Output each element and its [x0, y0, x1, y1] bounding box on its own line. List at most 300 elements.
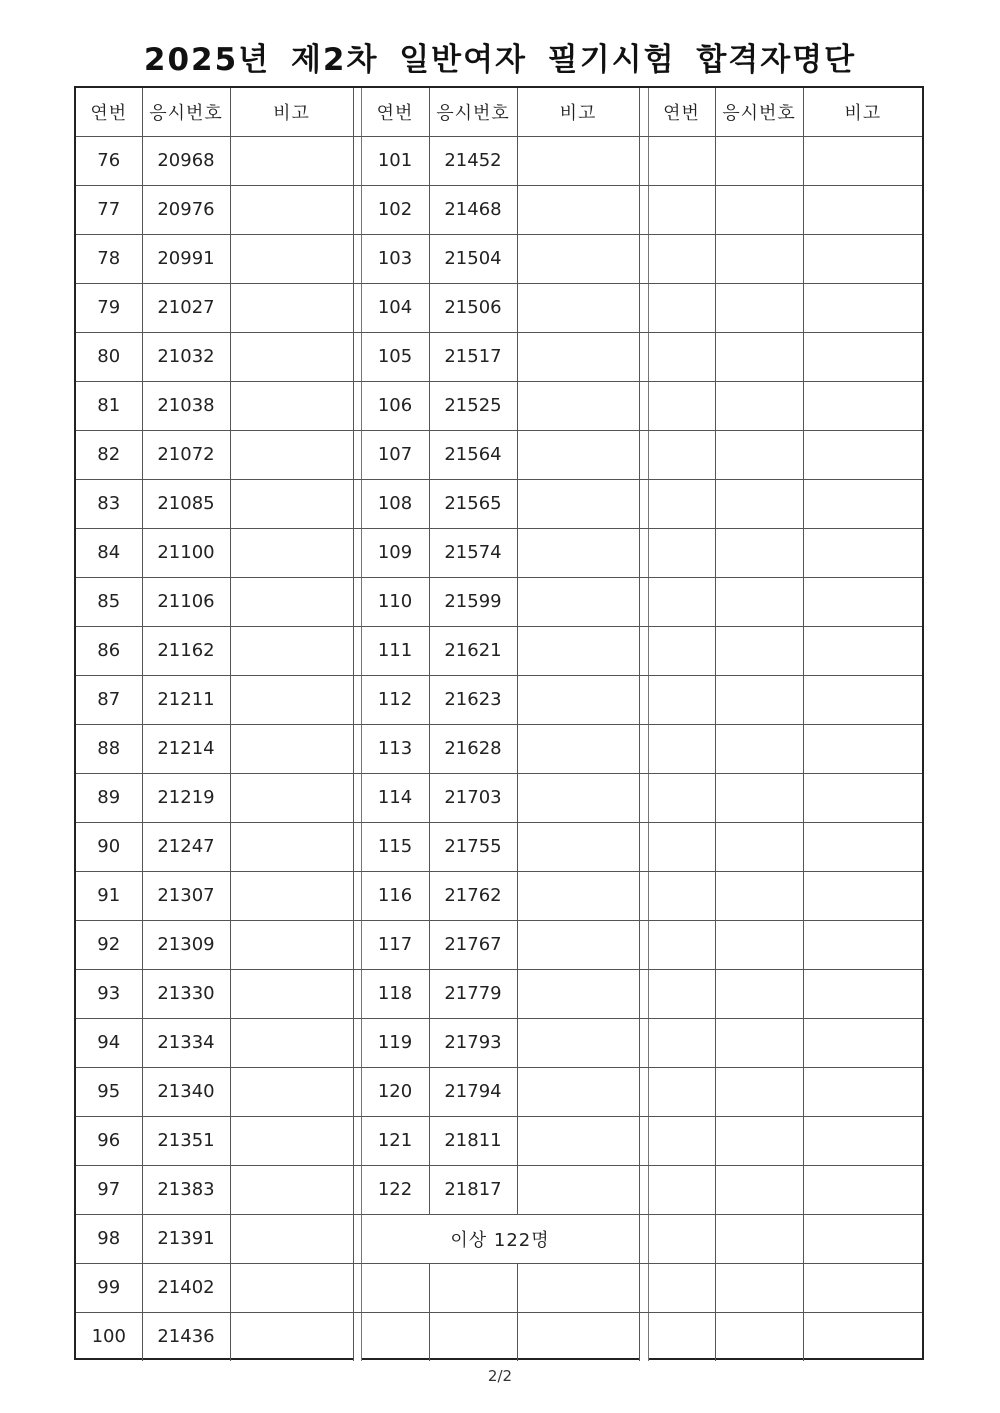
seq-cell [648, 773, 715, 822]
note-cell [230, 332, 353, 381]
exam-number-cell: 21779 [429, 969, 517, 1018]
exam-number-cell [715, 969, 803, 1018]
note-cell [803, 724, 922, 773]
column-separator [353, 626, 361, 675]
seq-cell: 82 [76, 430, 142, 479]
seq-cell [648, 234, 715, 283]
exam-number-cell: 20991 [142, 234, 230, 283]
note-cell [230, 430, 353, 479]
note-cell [803, 430, 922, 479]
note-cell [230, 185, 353, 234]
seq-cell: 96 [76, 1116, 142, 1165]
seq-cell: 91 [76, 871, 142, 920]
seq-cell: 98 [76, 1214, 142, 1263]
seq-cell [648, 381, 715, 430]
seq-cell: 87 [76, 675, 142, 724]
seq-cell [361, 1312, 429, 1361]
note-cell [230, 577, 353, 626]
note-cell [517, 626, 639, 675]
column-separator [639, 185, 648, 234]
column-separator [353, 381, 361, 430]
seq-cell [648, 577, 715, 626]
note-cell [803, 1116, 922, 1165]
exam-number-cell: 21391 [142, 1214, 230, 1263]
note-cell [230, 675, 353, 724]
column-separator [353, 577, 361, 626]
exam-number-cell: 21247 [142, 822, 230, 871]
exam-number-cell: 21307 [142, 871, 230, 920]
note-cell [230, 1263, 353, 1312]
note-cell [803, 332, 922, 381]
seq-cell: 100 [76, 1312, 142, 1361]
column-separator [639, 969, 648, 1018]
exam-number-cell: 21564 [429, 430, 517, 479]
exam-number-cell [715, 626, 803, 675]
column-separator [353, 332, 361, 381]
column-separator [353, 1165, 361, 1214]
column-separator [353, 822, 361, 871]
note-cell [803, 1263, 922, 1312]
seq-cell: 89 [76, 773, 142, 822]
note-cell [517, 479, 639, 528]
note-cell [230, 773, 353, 822]
seq-cell: 119 [361, 1018, 429, 1067]
column-separator [639, 1263, 648, 1312]
exam-number-cell [715, 185, 803, 234]
note-cell [230, 724, 353, 773]
table-row [76, 1165, 922, 1214]
header-note: 비고 [803, 88, 922, 136]
column-separator [639, 1116, 648, 1165]
seq-cell: 95 [76, 1067, 142, 1116]
seq-cell [648, 1018, 715, 1067]
table-row [76, 283, 922, 332]
column-separator [353, 1214, 361, 1263]
column-separator [353, 283, 361, 332]
table-row [76, 1018, 922, 1067]
exam-number-cell: 21767 [429, 920, 517, 969]
exam-number-cell: 20976 [142, 185, 230, 234]
seq-cell: 102 [361, 185, 429, 234]
exam-number-cell [715, 479, 803, 528]
note-cell [230, 1165, 353, 1214]
page-title: 2025년 제2차 일반여자 필기시험 합격자명단 [143, 42, 857, 78]
seq-cell: 81 [76, 381, 142, 430]
note-cell [803, 136, 922, 185]
note-cell [517, 430, 639, 479]
seq-cell [648, 1165, 715, 1214]
column-separator [639, 1214, 648, 1263]
table-row [76, 528, 922, 577]
column-separator [353, 773, 361, 822]
note-cell [230, 1214, 353, 1263]
seq-cell: 113 [361, 724, 429, 773]
note-cell [803, 1214, 922, 1263]
note-cell [803, 234, 922, 283]
header-seq: 연번 [648, 88, 715, 136]
seq-cell: 86 [76, 626, 142, 675]
seq-cell: 97 [76, 1165, 142, 1214]
note-cell [803, 626, 922, 675]
exam-number-cell [715, 332, 803, 381]
table-row [76, 969, 922, 1018]
seq-cell: 77 [76, 185, 142, 234]
exam-number-cell: 21811 [429, 1116, 517, 1165]
seq-cell: 116 [361, 871, 429, 920]
column-separator [639, 822, 648, 871]
note-cell [230, 528, 353, 577]
note-cell [803, 871, 922, 920]
seq-cell [648, 724, 715, 773]
note-cell [517, 577, 639, 626]
exam-number-cell: 21793 [429, 1018, 517, 1067]
note-cell [517, 283, 639, 332]
note-cell [803, 969, 922, 1018]
note-cell [803, 577, 922, 626]
note-cell [803, 381, 922, 430]
seq-cell [648, 1312, 715, 1361]
note-cell [230, 1067, 353, 1116]
seq-cell [648, 479, 715, 528]
table-row [76, 185, 922, 234]
note-cell [517, 528, 639, 577]
note-cell [517, 1312, 639, 1361]
note-cell [803, 283, 922, 332]
header-row [76, 88, 922, 136]
column-separator [639, 1018, 648, 1067]
note-cell [517, 332, 639, 381]
column-separator [639, 577, 648, 626]
exam-number-cell: 21762 [429, 871, 517, 920]
exam-number-cell: 21072 [142, 430, 230, 479]
exam-number-cell: 21574 [429, 528, 517, 577]
column-separator [353, 528, 361, 577]
note-cell [517, 675, 639, 724]
seq-cell [648, 430, 715, 479]
table-row [76, 1263, 922, 1312]
seq-cell: 122 [361, 1165, 429, 1214]
seq-cell: 94 [76, 1018, 142, 1067]
table-row [76, 234, 922, 283]
column-separator [639, 920, 648, 969]
exam-number-cell: 20968 [142, 136, 230, 185]
header-exam-number: 응시번호 [429, 88, 517, 136]
exam-number-cell: 21565 [429, 479, 517, 528]
exam-number-cell [715, 381, 803, 430]
page-number: 2/2 [487, 1367, 513, 1385]
exam-number-cell [715, 871, 803, 920]
column-separator [639, 675, 648, 724]
seq-cell [648, 332, 715, 381]
column-separator [639, 283, 648, 332]
seq-cell [648, 969, 715, 1018]
exam-number-cell [715, 822, 803, 871]
exam-number-cell: 21621 [429, 626, 517, 675]
seq-cell: 117 [361, 920, 429, 969]
seq-cell: 83 [76, 479, 142, 528]
seq-cell [648, 283, 715, 332]
exam-number-cell: 21214 [142, 724, 230, 773]
exam-number-cell: 21085 [142, 479, 230, 528]
column-separator [353, 479, 361, 528]
note-cell [803, 920, 922, 969]
note-cell [517, 969, 639, 1018]
column-separator [639, 626, 648, 675]
table-row [76, 1312, 922, 1361]
note-cell [230, 871, 353, 920]
seq-cell: 78 [76, 234, 142, 283]
table-row [76, 626, 922, 675]
note-cell [803, 479, 922, 528]
note-cell [517, 185, 639, 234]
exam-number-cell: 21506 [429, 283, 517, 332]
exam-number-cell [715, 920, 803, 969]
exam-number-cell [715, 283, 803, 332]
table-row [76, 920, 922, 969]
seq-cell: 114 [361, 773, 429, 822]
seq-cell [648, 136, 715, 185]
note-cell [803, 1067, 922, 1116]
note-cell [517, 234, 639, 283]
header-seq: 연번 [361, 88, 429, 136]
seq-cell: 85 [76, 577, 142, 626]
column-separator [353, 136, 361, 185]
column-separator [639, 724, 648, 773]
exam-number-cell [715, 1312, 803, 1361]
exam-number-cell [715, 577, 803, 626]
table-row [76, 1067, 922, 1116]
note-cell [517, 1018, 639, 1067]
table-row [76, 871, 922, 920]
exam-number-cell: 21436 [142, 1312, 230, 1361]
note-cell [230, 1116, 353, 1165]
column-separator [353, 1067, 361, 1116]
table-row [76, 1116, 922, 1165]
note-cell [517, 724, 639, 773]
note-cell [230, 1312, 353, 1361]
column-separator [639, 1312, 648, 1361]
column-separator [639, 1165, 648, 1214]
exam-number-cell [715, 1263, 803, 1312]
note-cell [803, 675, 922, 724]
note-cell [230, 920, 353, 969]
seq-cell: 115 [361, 822, 429, 871]
seq-cell [648, 920, 715, 969]
note-cell [803, 528, 922, 577]
seq-cell: 92 [76, 920, 142, 969]
note-cell [803, 773, 922, 822]
seq-cell [648, 1214, 715, 1263]
note-cell [230, 1018, 353, 1067]
seq-cell: 107 [361, 430, 429, 479]
exam-number-cell: 21402 [142, 1263, 230, 1312]
column-separator [353, 675, 361, 724]
seq-cell [648, 1116, 715, 1165]
exam-number-cell [715, 1214, 803, 1263]
seq-cell: 93 [76, 969, 142, 1018]
exam-number-cell: 21599 [429, 577, 517, 626]
table-row [76, 724, 922, 773]
exam-number-cell: 21623 [429, 675, 517, 724]
seq-cell: 99 [76, 1263, 142, 1312]
note-cell [517, 871, 639, 920]
exam-number-cell: 21383 [142, 1165, 230, 1214]
exam-number-cell: 21219 [142, 773, 230, 822]
note-cell [230, 969, 353, 1018]
header-seq: 연번 [76, 88, 142, 136]
column-separator [353, 1263, 361, 1312]
column-separator [353, 1018, 361, 1067]
column-separator [639, 381, 648, 430]
note-cell [230, 479, 353, 528]
results-table-frame [74, 86, 924, 1360]
note-cell [230, 283, 353, 332]
seq-cell: 104 [361, 283, 429, 332]
seq-cell: 108 [361, 479, 429, 528]
seq-cell [648, 822, 715, 871]
note-cell [803, 1018, 922, 1067]
seq-cell [648, 626, 715, 675]
exam-number-cell: 21162 [142, 626, 230, 675]
exam-number-cell [715, 1067, 803, 1116]
table-row [76, 332, 922, 381]
seq-cell: 110 [361, 577, 429, 626]
column-separator [639, 479, 648, 528]
seq-cell: 111 [361, 626, 429, 675]
note-cell [517, 381, 639, 430]
note-cell [230, 822, 353, 871]
header-exam-number: 응시번호 [715, 88, 803, 136]
exam-number-cell: 21340 [142, 1067, 230, 1116]
exam-number-cell: 21106 [142, 577, 230, 626]
seq-cell [648, 1067, 715, 1116]
note-cell [517, 1067, 639, 1116]
column-separator [353, 871, 361, 920]
column-separator [353, 234, 361, 283]
exam-number-cell: 21517 [429, 332, 517, 381]
table-row [76, 675, 922, 724]
exam-number-cell [429, 1263, 517, 1312]
exam-number-cell [715, 675, 803, 724]
table-row [76, 381, 922, 430]
exam-number-cell: 21525 [429, 381, 517, 430]
note-cell [803, 185, 922, 234]
header-note: 비고 [230, 88, 353, 136]
note-cell [517, 773, 639, 822]
seq-cell [648, 871, 715, 920]
note-cell [803, 1165, 922, 1214]
exam-number-cell [715, 1116, 803, 1165]
exam-number-cell: 21334 [142, 1018, 230, 1067]
exam-number-cell: 21452 [429, 136, 517, 185]
seq-cell [648, 1263, 715, 1312]
results-table [76, 88, 922, 1361]
exam-number-cell: 21027 [142, 283, 230, 332]
exam-number-cell: 21330 [142, 969, 230, 1018]
seq-cell: 106 [361, 381, 429, 430]
exam-number-cell: 21211 [142, 675, 230, 724]
note-cell [517, 136, 639, 185]
column-separator [639, 88, 648, 136]
table-row [76, 773, 922, 822]
seq-cell: 88 [76, 724, 142, 773]
seq-cell: 80 [76, 332, 142, 381]
seq-cell: 109 [361, 528, 429, 577]
note-cell [517, 1165, 639, 1214]
exam-number-cell: 21351 [142, 1116, 230, 1165]
exam-number-cell [715, 234, 803, 283]
exam-number-cell: 21309 [142, 920, 230, 969]
note-cell [517, 1263, 639, 1312]
column-separator [639, 332, 648, 381]
column-separator [639, 871, 648, 920]
table-row [76, 1214, 922, 1263]
exam-number-cell: 21794 [429, 1067, 517, 1116]
exam-number-cell [429, 1312, 517, 1361]
exam-number-cell [715, 773, 803, 822]
note-cell [230, 136, 353, 185]
note-cell [230, 381, 353, 430]
table-row [76, 479, 922, 528]
seq-cell: 121 [361, 1116, 429, 1165]
column-separator [353, 185, 361, 234]
seq-cell: 103 [361, 234, 429, 283]
seq-cell: 79 [76, 283, 142, 332]
note-cell [230, 234, 353, 283]
note-cell [803, 1312, 922, 1361]
seq-cell: 84 [76, 528, 142, 577]
exam-number-cell [715, 1165, 803, 1214]
seq-cell [648, 675, 715, 724]
note-cell [803, 822, 922, 871]
seq-cell [648, 185, 715, 234]
exam-number-cell: 21755 [429, 822, 517, 871]
seq-cell: 76 [76, 136, 142, 185]
header-note: 비고 [517, 88, 639, 136]
seq-cell: 112 [361, 675, 429, 724]
exam-number-cell: 21628 [429, 724, 517, 773]
column-separator [353, 969, 361, 1018]
column-separator [639, 136, 648, 185]
header-exam-number: 응시번호 [142, 88, 230, 136]
column-separator [639, 528, 648, 577]
column-separator [353, 920, 361, 969]
column-separator [353, 724, 361, 773]
seq-cell: 90 [76, 822, 142, 871]
column-separator [353, 1312, 361, 1361]
exam-number-cell: 21100 [142, 528, 230, 577]
table-row [76, 430, 922, 479]
exam-number-cell [715, 1018, 803, 1067]
column-separator [639, 430, 648, 479]
note-cell [517, 920, 639, 969]
column-separator [353, 430, 361, 479]
exam-number-cell [715, 136, 803, 185]
seq-cell [648, 528, 715, 577]
column-separator [353, 1116, 361, 1165]
total-count: 이상 122명 [361, 1214, 639, 1263]
exam-number-cell [715, 528, 803, 577]
seq-cell: 101 [361, 136, 429, 185]
exam-number-cell: 21817 [429, 1165, 517, 1214]
seq-cell: 120 [361, 1067, 429, 1116]
exam-number-cell: 21038 [142, 381, 230, 430]
column-separator [639, 1067, 648, 1116]
exam-number-cell [715, 724, 803, 773]
table-row [76, 577, 922, 626]
seq-cell [361, 1263, 429, 1312]
column-separator [639, 234, 648, 283]
